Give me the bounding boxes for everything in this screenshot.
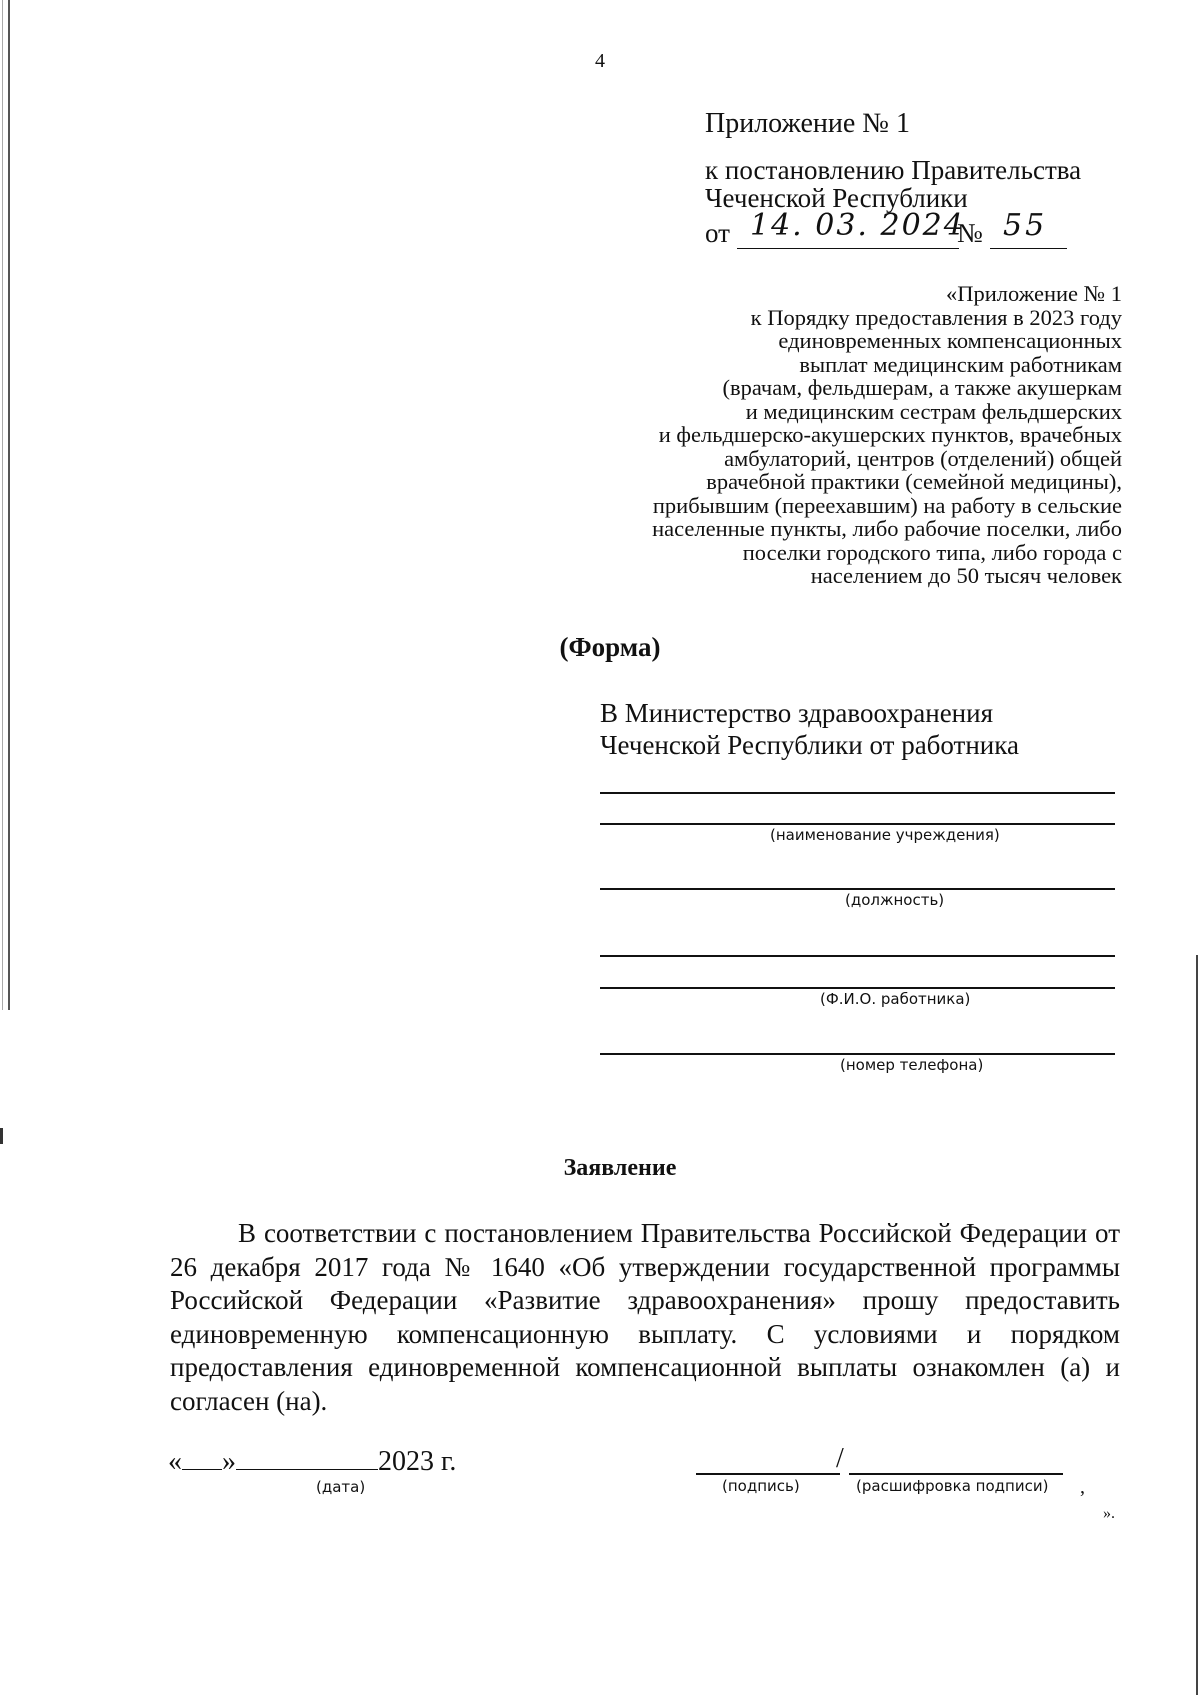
statement-title: Заявление <box>563 1155 677 1181</box>
date-prefix: от <box>705 218 730 248</box>
signature-fill-line[interactable] <box>696 1473 840 1475</box>
signature-decoding-fill-line[interactable] <box>849 1473 1063 1475</box>
order-appendix-line: (врачам, фельдшерам, а также акушеркам <box>722 375 1122 400</box>
order-appendix-line: «Приложение № 1 <box>946 281 1122 306</box>
number-label: № <box>957 218 983 248</box>
full-name-caption: (Ф.И.О. работника) <box>820 990 971 1008</box>
scan-edge-line <box>1196 955 1198 1695</box>
year-suffix: 2023 г. <box>378 1446 457 1477</box>
handwritten-date: 14. 03. 2024 <box>750 208 965 243</box>
signature-slash: / <box>836 1443 844 1474</box>
addressee-line: Чеченской Республики от работника <box>600 730 1019 760</box>
appendix-line: Чеченской Республики <box>705 183 968 213</box>
date-field[interactable] <box>168 1445 456 1485</box>
scan-edge-mark <box>0 1128 3 1144</box>
appendix-line: к постановлению Правительства <box>705 155 1082 185</box>
handwritten-number: 55 <box>1003 208 1048 243</box>
addressee-line: В Министерство здравоохранения <box>600 698 994 728</box>
month-blank[interactable] <box>236 1445 378 1470</box>
order-appendix-line: амбулаторий, центров (отделений) общей <box>724 445 1122 471</box>
position-caption: (должность) <box>845 891 945 909</box>
order-appendix-line: выплат медицинским работникам <box>799 351 1122 377</box>
statement-body <box>170 1217 1120 1418</box>
date-caption: (дата) <box>316 1478 366 1496</box>
order-appendix-line: и медицинским сестрам фельдшерских <box>745 398 1122 424</box>
closing-quote: ». <box>1103 1505 1115 1522</box>
signature-caption: (подпись) <box>722 1477 800 1495</box>
order-appendix-line: населением до 50 тысяч человек <box>810 563 1122 588</box>
day-blank[interactable] <box>182 1445 222 1470</box>
phone-fill-line[interactable] <box>600 1053 1115 1055</box>
statement-paragraph: В соответствии с постановлением Правительства Российской Федерации от 26 декабря 2017 года № 1640 «Об утверждении государственной программы Российской Федерации «Развитие здравоохранения» прошу предоставить единовременную компенсационную выплату. С условиями и порядком предоставления единовременной компенсационной выплаты ознакомлен (а) и согласен (на). <box>170 1218 1120 1416</box>
open-quote: « <box>168 1446 182 1477</box>
order-appendix-block <box>562 282 1122 588</box>
institution-fill-line[interactable] <box>600 823 1115 825</box>
trailing-comma: , <box>1080 1476 1085 1498</box>
order-appendix-line: единовременных компенсационных <box>778 328 1122 353</box>
phone-caption: (номер телефона) <box>840 1056 984 1074</box>
full-name-fill-line[interactable] <box>600 987 1115 989</box>
appendix-title: Приложение № 1 <box>705 108 910 139</box>
scan-edge-line <box>8 0 10 1010</box>
scan-edge-line <box>2 0 3 1010</box>
full-name-fill-line[interactable] <box>600 955 1115 957</box>
form-label: (Форма) <box>559 632 661 662</box>
position-fill-line[interactable] <box>600 888 1115 890</box>
signature-decoding-caption: (расшифровка подписи) <box>856 1477 1049 1495</box>
order-appendix-line: врачебной практики (семейной медицины), <box>706 469 1122 494</box>
order-appendix-line: прибывшим (переехавшим) на работу в сельские <box>652 492 1122 518</box>
order-appendix-line: к Порядку предоставления в 2023 году <box>750 304 1122 330</box>
number-underline <box>990 248 1067 249</box>
institution-caption: (наименование учреждения) <box>770 826 1000 844</box>
institution-fill-line[interactable] <box>600 792 1115 794</box>
close-quote: » <box>222 1446 236 1477</box>
order-appendix-line: и фельдшерско-акушерских пунктов, врачебных <box>658 422 1122 447</box>
page-number: 4 <box>595 50 605 72</box>
date-underline <box>737 248 959 249</box>
order-appendix-line: населенные пункты, либо рабочие поселки, либо <box>652 516 1122 541</box>
order-appendix-line: поселки городского типа, либо города с <box>742 539 1122 565</box>
